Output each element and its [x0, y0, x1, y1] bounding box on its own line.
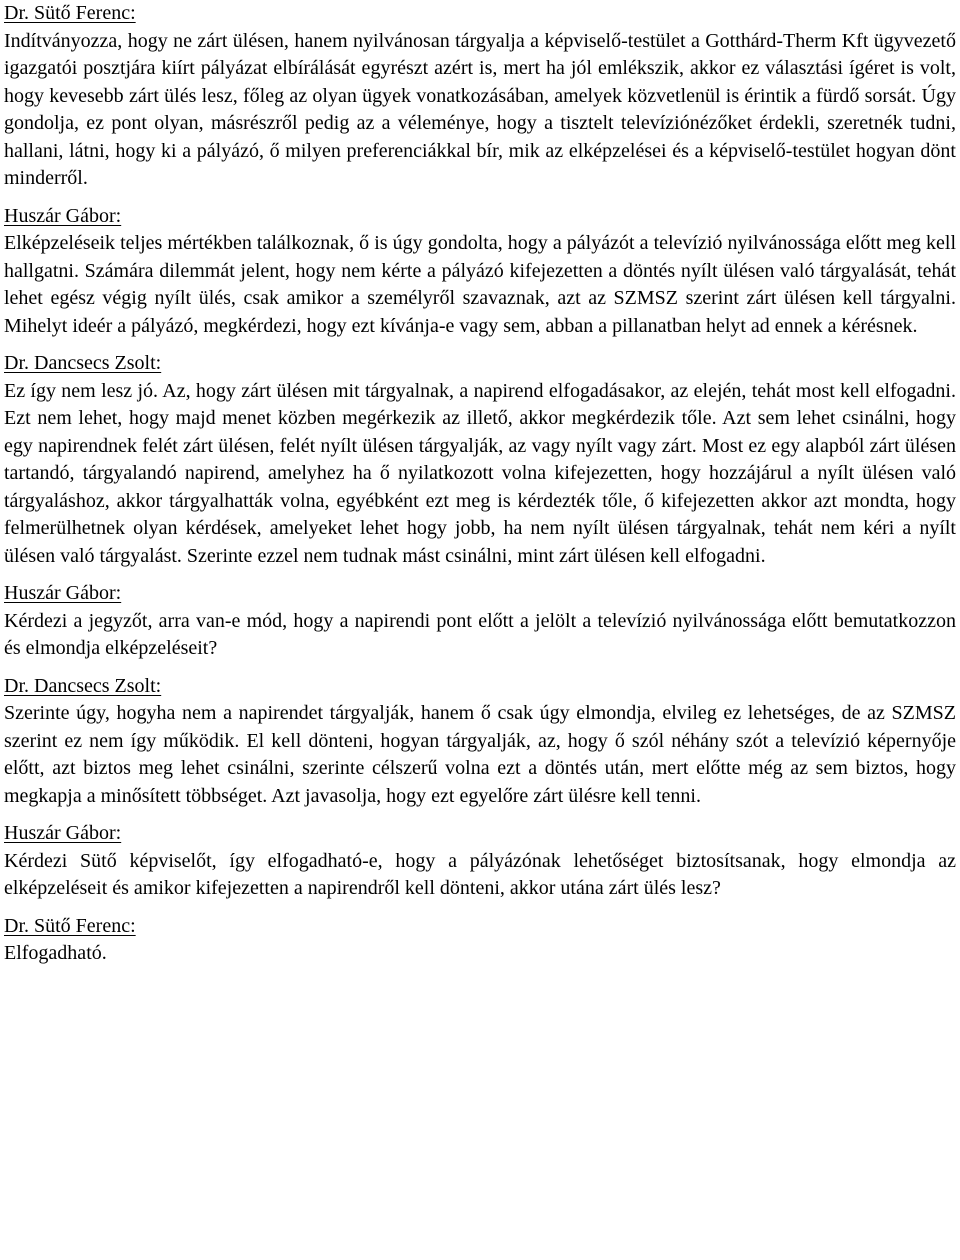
speaker-name: Dr. Sütő Ferenc: — [4, 914, 136, 937]
speaker-name: Huszár Gábor: — [4, 582, 122, 604]
transcript-page — [4, 0, 956, 978]
speaker-name: Dr. Sütő Ferenc: — [4, 2, 136, 24]
speech-text: Indítványozza, hogy ne zárt ülésen, hanem nyilvánosan tárgyalja a képviselő-testület a Gotthárd-Therm Kft ügyvezető igazgatói posztjára kiírt pályázat elbírálását egyrészt azért is, mert ha jól emlékszik, akkor ez választási ígéret is volt, hogy kevesebb zárt ülés lesz, főleg az olyan ügyek vonatkozásában, amelyek közvetlenül is érintik a fürdő sorsát. Úgy gondolja, ez pont olyan, másrészről pedig az a véleménye, hogy a tisztelt televíziónézőket érdekli, szeretnék tudni, hallani, látni, hogy ki a pályázó, ő milyen preferenciákkal bír, mik az elképzelései és a képviselő-testület hogyan dönt minderről. — [4, 29, 956, 189]
transcript-entry — [4, 0, 956, 193]
transcript-entry — [4, 203, 956, 341]
transcript-entry — [4, 820, 956, 903]
transcript-entry — [4, 913, 956, 968]
speech-text: Elfogadható. — [4, 942, 107, 964]
transcript-entry — [4, 673, 956, 811]
speech-text: Kérdezi a jegyzőt, arra van-e mód, hogy a napirendi pont előtt a jelölt a televízió nyilvánossága előtt bemutatkozzon és elmondja elképzeléseit? — [4, 609, 956, 659]
transcript-entry — [4, 350, 956, 570]
speaker-name: Huszár Gábor: — [4, 204, 122, 227]
speech-text: Szerinte úgy, hogyha nem a napirendet tárgyalják, hanem ő csak úgy elmondja, elvileg ez lehetséges, de az SZMSZ szerint ez nem így működik. El kell dönteni, hogyan tárgyalják, az, hogy ő szól néhány szót a televízió képernyője előtt, azt biztos meg lehet csinálni, szerinte célszerű volna ezt a döntés után, mert előtte még az sem biztos, hogy megkapja a minősített többséget. Azt javasolja, hogy ezt egyelőre zárt ülésre kell tenni. — [4, 702, 956, 807]
speaker-name: Dr. Dancsecs Zsolt: — [4, 674, 162, 697]
speech-text: Kérdezi Sütő képviselőt, így elfogadható-e, hogy a pályázónak lehetőséget biztosítsanak, hogy elmondja az elképzeléseit és amikor kifejezetten a napirendről kell dönteni, akkor utána zárt ülés lesz? — [4, 849, 956, 899]
transcript-entry — [4, 580, 956, 663]
speaker-name: Dr. Dancsecs Zsolt: — [4, 352, 162, 374]
speaker-name: Huszár Gábor: — [4, 822, 122, 844]
speech-text: Ez így nem lesz jó. Az, hogy zárt ülésen mit tárgyalnak, a napirend elfogadásakor, az elején, tehát most kell elfogadni. Ezt nem lehet, hogy majd menet közben megérkezik az illető, akkor megkérdezik tőle. Azt sem lehet csinálni, hogy egy napirendnek felét zárt ülésen, felét nyílt ülésen tárgyalják, az vagy nyílt vagy zárt. Most ez egy alapból zárt ülésen tartandó, tárgyalandó napirend, amelyhez ha ő nyilatkozott volna kifejezetten, hogy hozzájárul a nyílt ülésen való tárgyaláshoz, akkor tárgyalhatták volna, egyébként ezt meg is kérdezték tőle, ő kifejezetten akkor azt mondta, hogy felmerülhetnek olyan kérdések, amelyeket lehet hogy jobb, ha nem nyílt ülésen tárgyalnak, tehát nem kéri a nyílt ülésen való tárgyalást. Szerinte ezzel nem tudnak mást csinálni, mint zárt ülésen kell elfogadni. — [4, 379, 956, 567]
speech-text: Elképzeléseik teljes mértékben találkoznak, ő is úgy gondolta, hogy a pályázót a televízió nyilvánossága előtt meg kell hallgatni. Számára dilemmát jelent, hogy nem kérte a pályázó kifejezetten a döntés nyílt ülésen való tárgyalását, tehát lehet egész végig nyílt ülés, csak amikor a személyről szavaznak, azt az SZMSZ szerint zárt ülésen kell tárgyalni. Mihelyt ideér a pályázó, megkérdezi, hogy ezt kívánja-e vagy sem, abban a pillanatban helyt ad ennek a kérésnek. — [4, 232, 956, 337]
